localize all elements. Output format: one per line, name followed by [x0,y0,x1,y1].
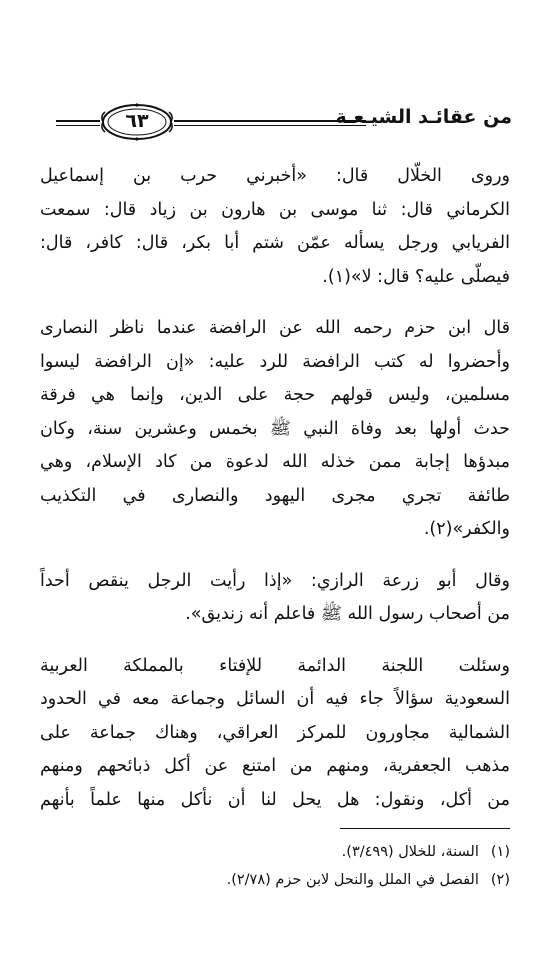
footnotes [40,838,510,894]
running-title: من عقائـد الشيـعـة [335,106,512,128]
text-line: مبدؤها إجابة ممن خذله الله لدعوة من كاد الإسلام، وهي [40,452,510,472]
page-number-ornament [100,102,174,142]
footnote-number: (٢) [490,872,510,888]
text-line: مذهب الجعفرية، ومنهم من امتنع عن أكل ذبائحهم ومنهم [40,756,510,776]
header-rule [56,120,100,122]
text-line: الكرماني قال: ثنا موسى بن هارون بن زياد قال: سمعت [40,199,510,220]
page-number: ٦٣ [125,110,149,132]
text-line: الشمالية مجاورون للمركز العراقي، وهناك جماعة على [40,722,510,743]
text-line: السعودية سؤالاً جاء فيه أن السائل وجماعة معه في الحدود [40,689,510,709]
paragraph [40,650,510,818]
main-text [40,160,510,835]
paragraph [40,565,510,632]
text-line: مسلمين، وليس قولهم حجة على الدين، وإنما هي فرقة [40,385,510,405]
text-line: قال ابن حزم رحمه الله عن الرافضة عندما ناظر النصارى [40,318,510,338]
text-line: حدث أولها بعد وفاة النبي ﷺ بخمس وعشرين سنة، وكان [40,418,510,439]
text-line: وأحضروا له كتب الرافضة للرد عليه: «إن الرافضة ليسوا [40,351,510,372]
paragraph [40,312,510,547]
footnote-text: السنة، للخلال (٣/٤٩٩). [341,844,479,860]
text-line: فيصلّى عليه؟ قال: لا»(١). [322,266,510,287]
footnote [40,866,510,894]
paragraph [40,160,510,294]
text-line: وقال أبو زرعة الرازي: «إذا رأيت الرجل ينقص أحداً [40,570,510,591]
footnote-text: الفصل في الملل والنحل لابن حزم (٢/٧٨). [226,872,479,888]
text-line: من أصحاب رسول الله ﷺ فاعلم أنه زنديق». [185,604,510,624]
page-header [56,92,512,152]
header-rule [56,125,100,126]
text-line: والكفر»(٢). [423,519,510,539]
footnote-divider [340,828,510,829]
text-line: طائفة تجري مجرى اليهود والنصارى في التكذيب [40,485,510,506]
footnote [40,838,510,866]
text-line: وروى الخلّال قال: «أخبرني حرب بن إسماعيل [40,166,510,186]
text-line: وسئلت اللجنة الدائمة للإفتاء بالمملكة العربية [40,655,510,676]
text-line: الفريابي ورجل يسأله عمّن شتم أبا بكر، قال: كافر، قال: [40,233,510,253]
footnote-number: (١) [490,844,510,860]
text-line: من أكل، ونقول: هل يحل لنا أن نأكل منها علماً بأنهم [40,789,510,810]
